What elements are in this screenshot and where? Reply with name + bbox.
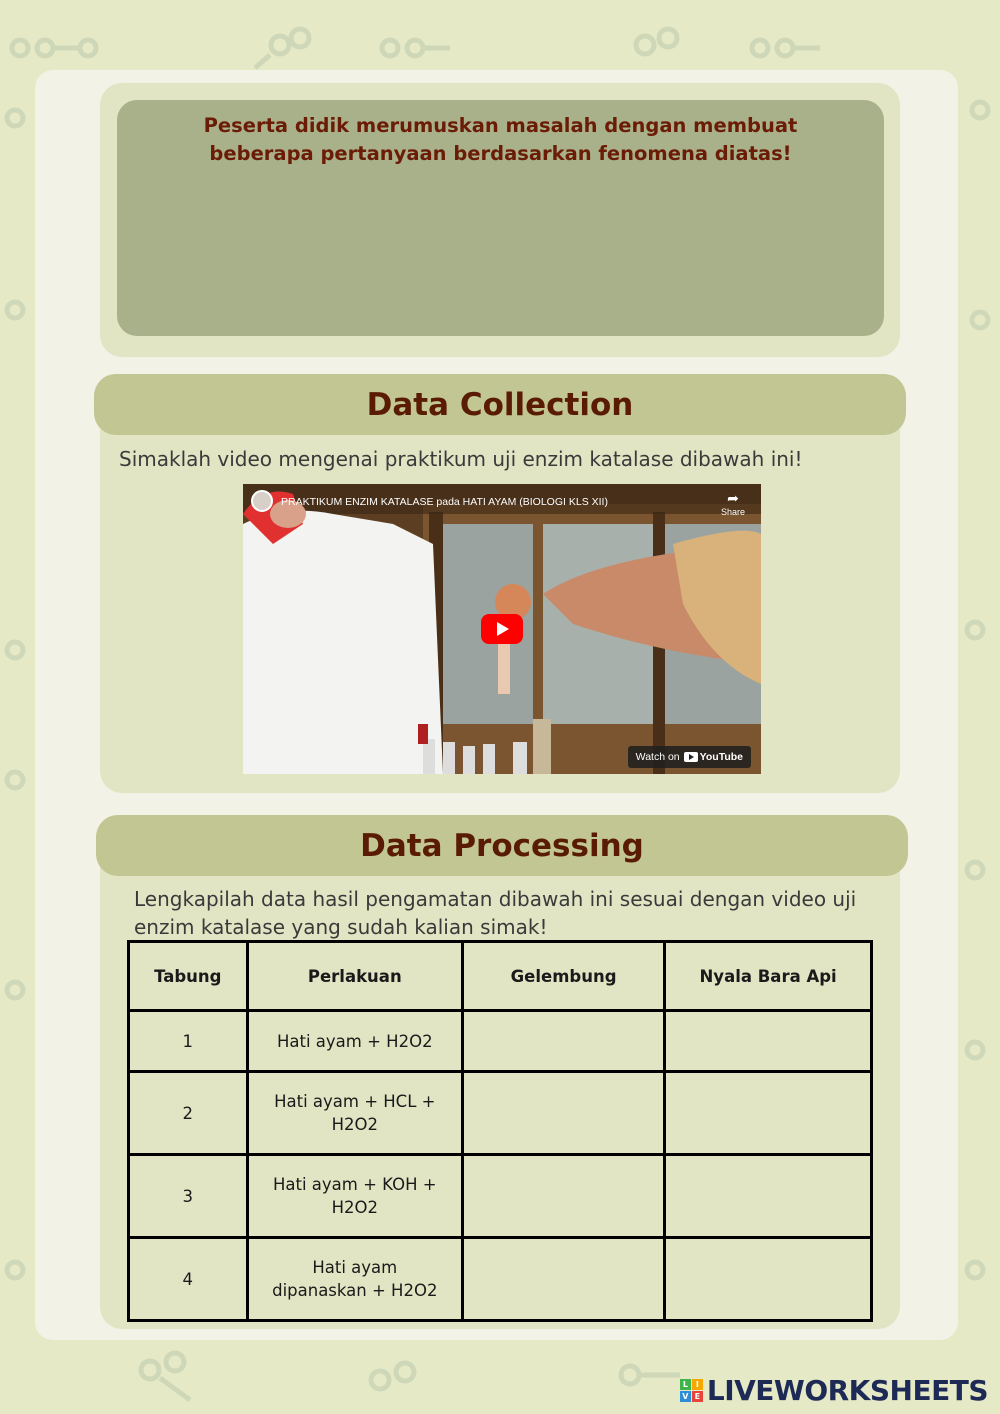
table-header-row (129, 942, 872, 1011)
liveworksheets-icon (680, 1379, 703, 1402)
column-header-tabung: Tabung (129, 942, 248, 1011)
tabung-cell: 1 (129, 1011, 248, 1072)
play-button[interactable] (481, 614, 523, 644)
column-header-nyala-bara-api: Nyala Bara Api (665, 942, 872, 1011)
video-player[interactable] (243, 484, 761, 774)
nyala-bara-api-input[interactable] (665, 1011, 872, 1072)
tabung-cell: 2 (129, 1072, 248, 1155)
logo-letter: L (680, 1379, 691, 1390)
perlakuan-text: Hati ayam + KOH + H2O2 (272, 1175, 437, 1217)
data-processing-instruction: Lengkapilah data hasil pengamatan dibawah ini sesuai dengan video uji enzim katalase yang sudah kalian simak! (134, 887, 857, 939)
liveworksheets-brand: LIVEWORKSHEETS (706, 1374, 988, 1407)
data-collection-instruction: Simaklah video mengenai praktikum uji enzim katalase dibawah ini! (119, 447, 803, 471)
data-collection-header (94, 374, 906, 435)
table-row (129, 1238, 872, 1321)
column-header-perlakuan: Perlakuan (247, 942, 462, 1011)
perlakuan-cell: Hati ayam + H2O2 (247, 1011, 462, 1072)
youtube-icon (684, 752, 698, 762)
observation-table (127, 940, 873, 1322)
perlakuan-text: Hati ayam dipanaskan + H2O2 (272, 1258, 438, 1300)
table-row (129, 1011, 872, 1072)
logo-letter: V (680, 1391, 691, 1402)
column-header-gelembung: Gelembung (462, 942, 664, 1011)
data-processing-title: Data Processing (360, 827, 644, 864)
gelembung-input[interactable] (462, 1072, 664, 1155)
problem-answer-area[interactable] (117, 100, 884, 336)
perlakuan-cell (247, 1155, 462, 1238)
youtube-label: YouTube (699, 751, 743, 763)
gelembung-input[interactable] (462, 1155, 664, 1238)
tabung-cell: 4 (129, 1238, 248, 1321)
liveworksheets-logo[interactable] (680, 1374, 988, 1407)
youtube-logo (684, 751, 743, 763)
share-icon: ➦ (727, 490, 739, 506)
nyala-bara-api-input[interactable] (665, 1072, 872, 1155)
table-row (129, 1072, 872, 1155)
perlakuan-text: Hati ayam + HCL + H2O2 (274, 1092, 436, 1134)
data-collection-title: Data Collection (366, 386, 634, 423)
nyala-bara-api-input[interactable] (665, 1238, 872, 1321)
gelembung-input[interactable] (462, 1011, 664, 1072)
logo-letter: E (692, 1391, 703, 1402)
watch-on-label: Watch on (635, 751, 680, 763)
share-label: Share (720, 507, 745, 517)
table-row (129, 1155, 872, 1238)
watch-on-youtube-button[interactable] (628, 746, 751, 768)
data-processing-header (96, 815, 908, 876)
gelembung-input[interactable] (462, 1238, 664, 1321)
share-button[interactable] (721, 490, 745, 517)
video-title[interactable]: PRAKTIKUM ENZIM KATALASE pada HATI AYAM (BIOLOGI KLS XII) (281, 496, 608, 508)
problem-prompt: Peserta didik merumuskan masalah dengan membuat beberapa pertanyaan berdasarkan fenomena diatas! (203, 114, 798, 165)
nyala-bara-api-input[interactable] (665, 1155, 872, 1238)
perlakuan-cell (247, 1238, 462, 1321)
logo-letter: I (692, 1379, 703, 1390)
tabung-cell: 3 (129, 1155, 248, 1238)
perlakuan-cell (247, 1072, 462, 1155)
channel-avatar[interactable] (251, 490, 273, 512)
